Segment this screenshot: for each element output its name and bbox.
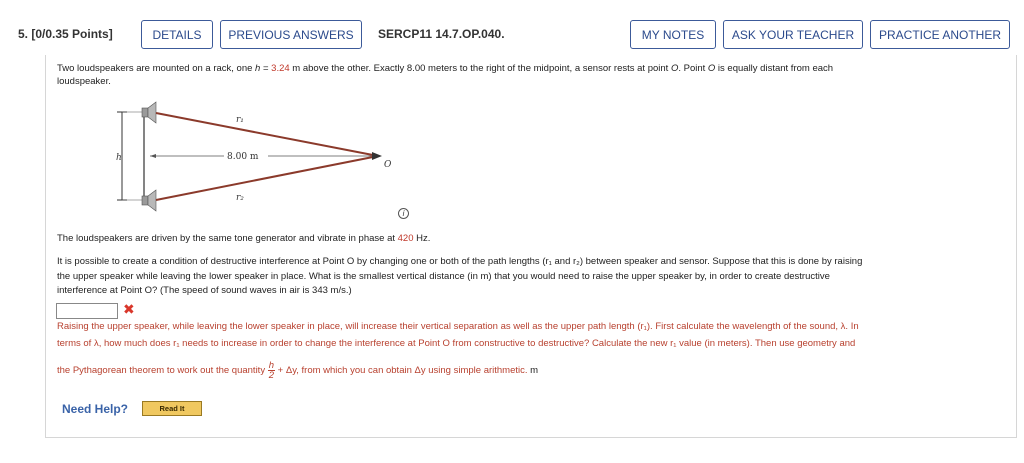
question-header	[0, 0, 1024, 60]
loudspeaker-diagram	[110, 100, 430, 220]
h-over-2-fraction	[268, 361, 275, 380]
answer-input[interactable]	[56, 303, 118, 319]
question-line3: interference at Point O? (The speed of sound waves in air is 343 m/s.)	[57, 285, 352, 296]
answer-unit: m	[530, 365, 539, 377]
statement-text: The loudspeakers are driven by the same tone generator and vibrate in phase at	[57, 233, 398, 244]
problem-statement-line1	[57, 62, 1007, 75]
h-variable: h	[255, 63, 261, 74]
question-line2: the upper speaker while leaving the lower speaker in place. What is the smallest vertical distance (in m) that you would need to raise the upper speaker by, in order to create destructive	[57, 271, 830, 282]
r2-label: r₂	[236, 193, 244, 203]
statement-text: . Point	[678, 63, 708, 74]
previous-answers-button[interactable]: PREVIOUS ANSWERS	[220, 20, 362, 49]
need-help-label: Need Help?	[62, 402, 129, 416]
path-r2-beam	[156, 156, 378, 200]
ask-teacher-button[interactable]: ASK YOUR TEACHER	[723, 20, 863, 49]
hint-text: the Pythagorean theorem to work out the quantity	[57, 365, 268, 377]
hint-line2: terms of λ, how much does r₁ needs to increase in order to change the interference at Point O from constructive to destructive? Calculate the new r₁ value (in meters). Then use geometry and	[57, 338, 856, 349]
point-o-label: O	[670, 63, 679, 74]
equals-sign: =	[260, 63, 272, 74]
h-label: h	[116, 153, 122, 163]
point-o-label: O	[707, 63, 716, 74]
problem-statement-line2: loudspeaker.	[57, 76, 111, 87]
hint-line3	[57, 361, 1007, 380]
question-number-points: 5. [0/0.35 Points]	[18, 27, 113, 41]
read-it-button[interactable]: Read It	[142, 401, 202, 416]
problem-code: SERCP11 14.7.OP.040.	[378, 27, 505, 41]
fraction-denominator: 2	[268, 370, 275, 381]
r1-label: r₁	[236, 115, 244, 125]
statement-text: Two loudspeakers are mounted on a rack, one	[57, 63, 253, 74]
distance-arrowhead	[150, 154, 156, 158]
frequency-value: 420	[397, 233, 414, 244]
fraction-numerator: h	[268, 360, 275, 371]
question-line1: It is possible to create a condition of destructive interference at Point O by changing one or both of the path lengths (r₁ and r₂) between speaker and sensor. Suppose that this is done by raising	[57, 256, 863, 267]
info-icon[interactable]: i	[398, 208, 409, 219]
statement-text: is equally distant from each	[715, 63, 834, 74]
practice-another-button[interactable]: PRACTICE ANOTHER	[870, 20, 1010, 49]
sensor-point-icon	[372, 152, 382, 160]
incorrect-mark-icon: ✖	[123, 301, 135, 317]
distance-label: 8.00 m	[227, 152, 259, 162]
frequency-statement	[57, 232, 430, 245]
hint-line1: Raising the upper speaker, while leaving the lower speaker in place, will increase their vertical separation as well as the upper path length (r₁). First calculate the wavelength of the sound, λ. In	[57, 321, 859, 332]
statement-text: m above the other. Exactly 8.00 meters to the right of the midpoint, a sensor rests at point	[289, 63, 671, 74]
hint-text: + Δy, from which you can obtain Δy using simple arithmetic.	[275, 365, 528, 377]
h-value: 3.24	[271, 63, 290, 74]
statement-text: Hz.	[413, 233, 431, 244]
my-notes-button[interactable]: MY NOTES	[630, 20, 716, 49]
o-label: O	[384, 160, 392, 170]
details-button[interactable]: DETAILS	[141, 20, 213, 49]
